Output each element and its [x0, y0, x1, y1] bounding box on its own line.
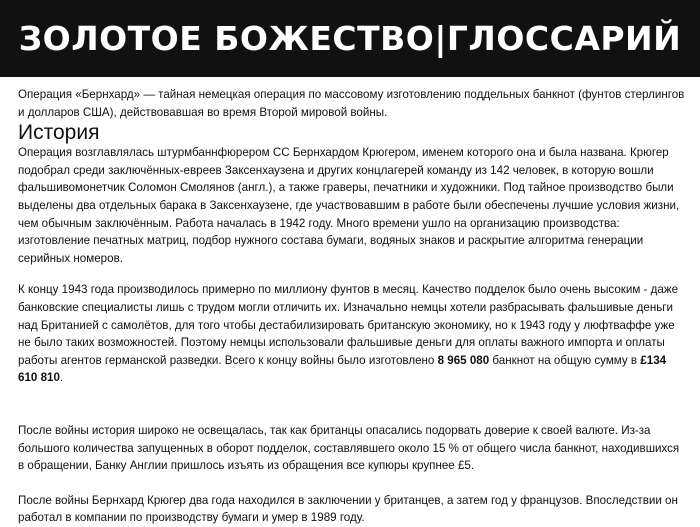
article-body — [18, 86, 686, 527]
banknote-count: 8 965 080 — [437, 353, 490, 367]
paragraph-2-mid: банкнот на общую сумму в — [489, 353, 641, 367]
section-heading: История — [18, 121, 100, 145]
history-paragraph-1: Операция возглавлялась штурмбаннфюрером СС Бернхардом Крюгером, именем которого она и была названа. Крюгер подобрал среди заключённых-евреев Заксенхаузена и других концлагерей команду из 142 человек, в которую вошли фальшивомонетчик Соломон Смолянов (англ.), а также граверы, печатники и художники. Под тайное производство были выделены два отдельных барака в Заксенхаузене, где участвовавшим в работе были обеспечены лучшие условия жизни, чем обычным заключённым. Работа началась в 1942 году. Много времени ушло на организацию производства: изготовление печатных матриц, подбор нужного состава бумаги, водяных знаков и раскрытие алгоритма генерации серийных номеров. — [18, 146, 680, 265]
total-sum: £134 610 810 — [18, 353, 667, 385]
page-title: ЗОЛОТОЕ БОЖЕСТВО|ГЛОССАРИЙ — [18, 19, 682, 58]
paragraph-2-end: . — [59, 371, 64, 385]
paragraph-2-text: К концу 1943 года производилось примерно по миллиону фунтов в месяц. Качество подделок было очень высоким - даже банковские специалисты лишь с трудом могли отличить их. Изначально немцы хотели разбрасывать фальшивые деньги над Британией с самолётов, для того чтобы дестабилизировать британскую экономику, но к 1943 году у люфтваффе уже не было таких возможностей. Поэтому немцы использовали фальшивые деньги для оплаты важного импорта и оплаты работы агентов германской разведки. Всего к концу войны было изготовлено — [18, 283, 679, 367]
history-paragraph-3: После войны история широко не освещалась, так как британцы опасались подорвать доверие к своей валюте. Из-за большого количества запущенных в оборот подделок, составлявшего около 15 % от общего числа банкнот, находившихся в обращении, Банку Англии пришлось изъять из обращения все купюры крупнее £5. — [18, 423, 680, 473]
title-banner — [0, 0, 700, 77]
history-paragraph-4: После войны Бернхард Крюгер два года находился в заключении у британцев, а затем год у французов. Впоследствии он работал в компании по производству бумаги и умер в 1989 году. — [18, 493, 678, 525]
history-paragraph-2 — [18, 281, 686, 387]
intro-paragraph: Операция «Бернхард» — тайная немецкая операция по массовому изготовлению поддельных банкнот (фунтов стерлингов и долларов США), действовавшая во время Второй мировой войны. — [18, 88, 685, 119]
